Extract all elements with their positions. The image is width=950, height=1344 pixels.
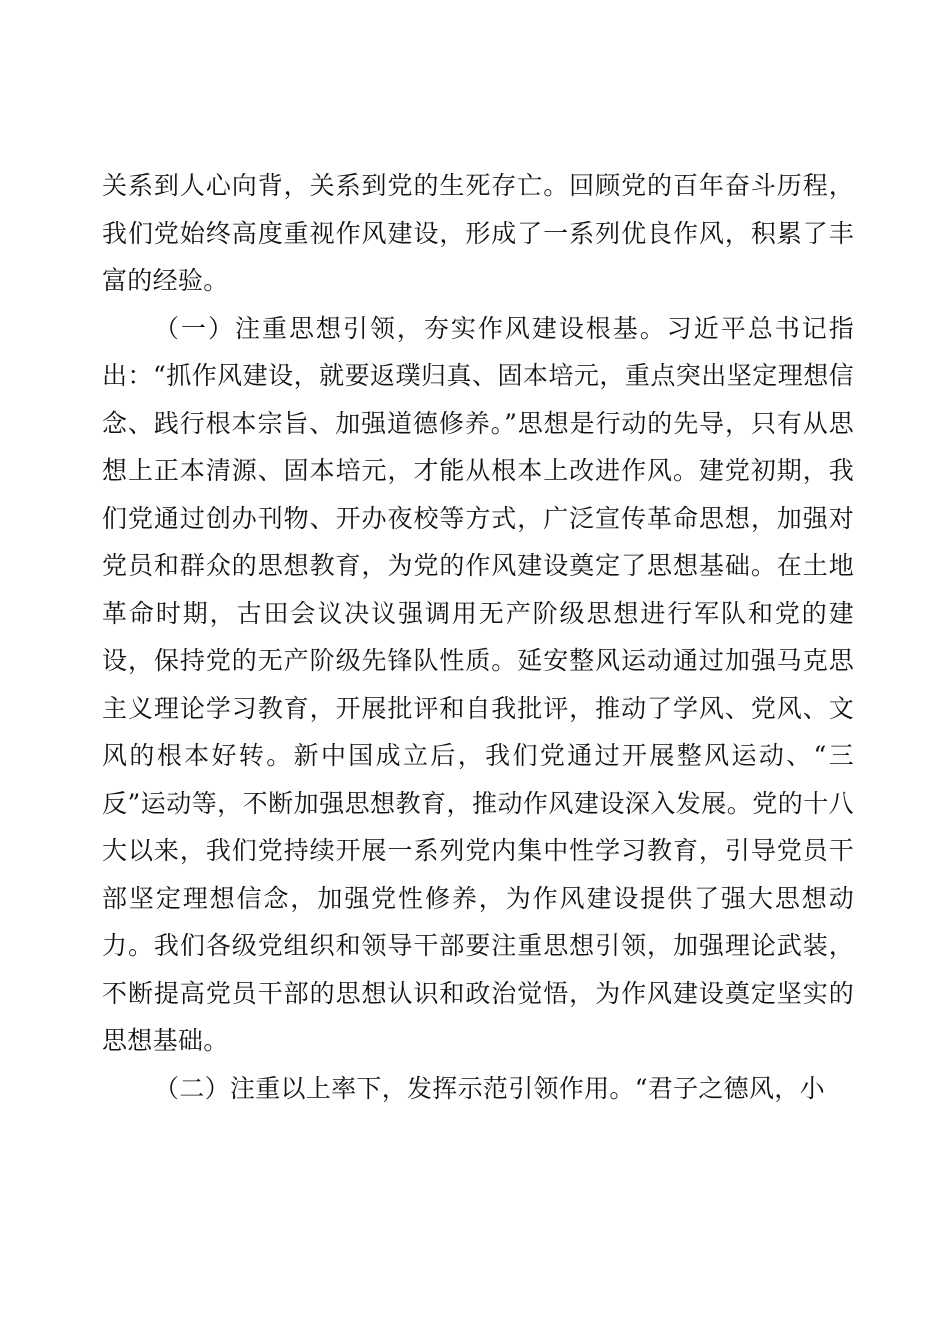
paragraph-section-1: （一）注重思想引领，夯实作风建设根基。习近平总书记指出：“抓作风建设，就要返璞归真、固本培元，重点突出坚定理想信念、践行根本宗旨、加强道德修养。”思想是行动的先导，只有从思想上正本清源、固本培元，才能从根本上改进作风。建党初期，我们党通过创办刊物、开办夜校等方式，广泛宣传革命思想，加强对党员和群众的思想教育，为党的作风建设奠定了思想基础。在土地革命时期，古田会议决议强调用无产阶级思想进行军队和党的建设，保持党的无产阶级先锋队性质。延安整风运动通过加强马克思主义理论学习教育，开展批评和自我批评，推动了学风、党风、文风的根本好转。新中国成立后，我们党通过开展整风运动、“三反”运动等，不断加强思想教育，推动作风建设深入发展。党的十八大以来，我们党持续开展一系列党内集中性学习教育，引导党员干部坚定理想信念，加强党性修养，为作风建设提供了强大思想动力。我们各级党组织和领导干部要注重思想引领，加强理论武装，不断提高党员干部的思想认识和政治觉悟，为作风建设奠定坚实的思想基础。: [102, 313, 854, 1055]
paragraph-continuation: 关系到人心向背，关系到党的生死存亡。回顾党的百年奋斗历程，我们党始终高度重视作风建设，形成了一系列优良作风，积累了丰富的经验。: [102, 171, 854, 295]
document-body: [102, 162, 854, 1112]
paragraph-section-2: （二）注重以上率下，发挥示范引领作用。“君子之德风，小: [154, 1073, 825, 1103]
